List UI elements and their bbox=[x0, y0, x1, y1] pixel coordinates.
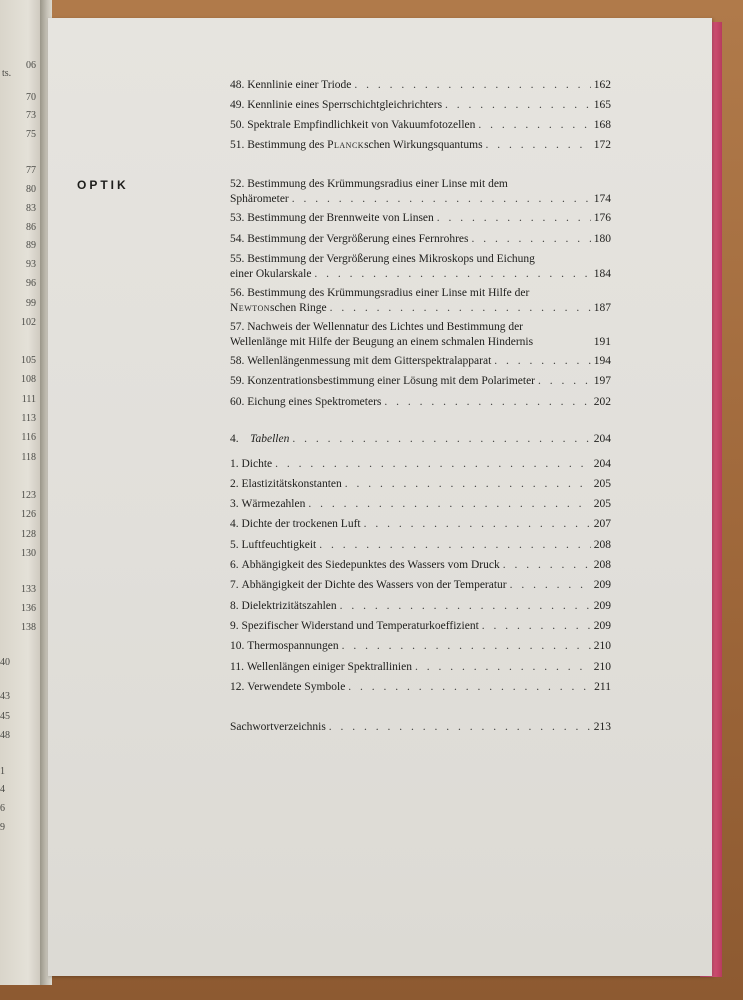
entry-number: 58. bbox=[230, 355, 245, 367]
left-page-edge bbox=[0, 0, 40, 985]
toc-entry bbox=[230, 98, 611, 113]
leader-dots bbox=[538, 374, 591, 389]
left-page-number: 111 bbox=[21, 394, 36, 405]
table-number: 11. bbox=[230, 661, 244, 673]
entry-number: 59. bbox=[230, 375, 245, 387]
entry-page: 187 bbox=[593, 302, 611, 314]
table-number: 10. bbox=[230, 640, 245, 652]
entry-number: 56. bbox=[230, 287, 245, 299]
table-number: 3. bbox=[230, 498, 239, 510]
toc-table-entry bbox=[230, 477, 611, 492]
left-page-number: 06 bbox=[26, 60, 36, 71]
toc-entry bbox=[230, 78, 611, 93]
toc-entry bbox=[230, 252, 611, 282]
left-page-number: ts. bbox=[2, 68, 12, 79]
table-number: 6. bbox=[230, 559, 239, 571]
toc-table-entry bbox=[230, 599, 611, 614]
entry-page: 176 bbox=[593, 212, 611, 224]
entry-title: Bestimmung der Vergrößerung eines Fernrohres bbox=[247, 233, 469, 245]
entry-title-line1: Bestimmung des Krümmungsradius einer Linse mit dem bbox=[247, 178, 508, 190]
entry-title-line1: Bestimmung der Vergrößerung eines Mikroskops und Eichung bbox=[247, 253, 535, 265]
left-page-number: 43 bbox=[0, 691, 10, 702]
leader-dots bbox=[292, 432, 590, 447]
leader-dots bbox=[384, 395, 590, 410]
left-page-number: 130 bbox=[21, 548, 36, 559]
table-page: 207 bbox=[593, 518, 611, 530]
left-page-number: 105 bbox=[21, 355, 36, 366]
left-page-number: 123 bbox=[21, 490, 36, 501]
entry-page: 194 bbox=[593, 355, 611, 367]
leader-dots bbox=[292, 192, 591, 207]
left-page-number: 99 bbox=[26, 298, 36, 309]
toc-table-entry bbox=[230, 497, 611, 512]
index-page: 213 bbox=[593, 721, 611, 733]
leader-dots bbox=[348, 680, 591, 695]
table-title: Abhängigkeit der Dichte des Wassers von der Temperatur bbox=[241, 579, 507, 591]
left-page-number: 128 bbox=[21, 529, 36, 540]
table-title: Verwendete Symbole bbox=[247, 681, 346, 693]
left-page-number: 96 bbox=[26, 278, 36, 289]
entry-title-line2: Sphärometer bbox=[230, 193, 289, 205]
leader-dots bbox=[342, 639, 591, 654]
table-title: Wärmezahlen bbox=[241, 498, 306, 510]
entry-title: Bestimmung des Planckschen Wirkungsquantums bbox=[247, 139, 483, 151]
entry-title: Eichung eines Spektrometers bbox=[247, 396, 382, 408]
table-title: Luftfeuchtigkeit bbox=[241, 539, 317, 551]
toc-entry bbox=[230, 232, 611, 247]
table-number: 5. bbox=[230, 539, 239, 551]
entry-title: Wellenlängenmessung mit dem Gitterspektralapparat bbox=[247, 355, 492, 367]
leader-dots bbox=[471, 232, 590, 247]
toc-table-entry bbox=[230, 680, 611, 695]
entry-title-line2: Newtonschen Ringe bbox=[230, 302, 327, 314]
leader-dots bbox=[330, 301, 591, 316]
table-page: 210 bbox=[593, 661, 611, 673]
toc-table-entry bbox=[230, 517, 611, 532]
left-page-number: 6 bbox=[0, 803, 5, 814]
table-number: 8. bbox=[230, 600, 239, 612]
entry-title: Spektrale Empfindlichkeit von Vakuumfotozellen bbox=[247, 119, 476, 131]
entry-page: 180 bbox=[593, 233, 611, 245]
leader-dots bbox=[329, 720, 591, 735]
toc-entry bbox=[230, 177, 611, 207]
leader-dots bbox=[486, 138, 591, 153]
entry-page: 168 bbox=[593, 119, 611, 131]
entry-page: 202 bbox=[593, 396, 611, 408]
left-page-number: 108 bbox=[21, 374, 36, 385]
table-number: 12. bbox=[230, 681, 245, 693]
chapter-title: Tabellen bbox=[250, 433, 290, 445]
toc-table-entry bbox=[230, 538, 611, 553]
leader-dots bbox=[494, 354, 590, 369]
toc-table-entry bbox=[230, 457, 611, 472]
leader-dots bbox=[308, 497, 590, 512]
left-page-number: 138 bbox=[21, 622, 36, 633]
toc-entry bbox=[230, 374, 611, 389]
table-number: 4. bbox=[230, 518, 239, 530]
left-page-number: 70 bbox=[26, 92, 36, 103]
table-title: Thermospannungen bbox=[247, 640, 339, 652]
left-page-number: 126 bbox=[21, 509, 36, 520]
entry-title: Bestimmung der Brennweite von Linsen bbox=[247, 212, 434, 224]
entry-page: 162 bbox=[593, 79, 611, 91]
index-title: Sachwortverzeichnis bbox=[230, 721, 326, 733]
entry-title-line2: einer Okularskale bbox=[230, 268, 312, 280]
entry-number: 60. bbox=[230, 396, 245, 408]
entry-number: 50. bbox=[230, 119, 245, 131]
left-page-number: 80 bbox=[26, 184, 36, 195]
left-page-number: 136 bbox=[21, 603, 36, 614]
toc-entry bbox=[230, 354, 611, 369]
leader-dots bbox=[319, 538, 591, 553]
toc-entry bbox=[230, 118, 611, 133]
table-number: 7. bbox=[230, 579, 239, 591]
leader-dots bbox=[503, 558, 591, 573]
left-page-number: 75 bbox=[26, 129, 36, 140]
left-page-number: 133 bbox=[21, 584, 36, 595]
leader-dots bbox=[478, 118, 590, 133]
left-page-number: 77 bbox=[26, 165, 36, 176]
toc-entry bbox=[230, 211, 611, 226]
toc-entry bbox=[230, 286, 611, 316]
table-page: 210 bbox=[593, 640, 611, 652]
table-page: 209 bbox=[593, 620, 611, 632]
toc-entry bbox=[230, 320, 611, 350]
left-page-number: 1 bbox=[0, 766, 5, 777]
table-title: Dielektrizitätszahlen bbox=[241, 600, 337, 612]
toc-table-entry bbox=[230, 639, 611, 654]
entry-page: 172 bbox=[593, 139, 611, 151]
table-page: 211 bbox=[594, 681, 611, 693]
entry-number: 55. bbox=[230, 253, 245, 265]
entry-title: Kennlinie einer Triode bbox=[247, 79, 352, 91]
table-title: Spezifischer Widerstand und Temperaturkoeffizient bbox=[241, 620, 479, 632]
entry-title: Kennlinie eines Sperrschichtgleichrichters bbox=[247, 99, 443, 111]
chapter-page: 204 bbox=[593, 433, 611, 445]
entry-number: 48. bbox=[230, 79, 245, 91]
entry-number: 52. bbox=[230, 178, 245, 190]
entry-page: 184 bbox=[593, 268, 611, 280]
table-page: 205 bbox=[593, 498, 611, 510]
leader-dots bbox=[445, 98, 591, 113]
table-number: 2. bbox=[230, 478, 239, 490]
table-page: 208 bbox=[593, 559, 611, 571]
toc-table-entry bbox=[230, 558, 611, 573]
left-page-number: 9 bbox=[0, 822, 5, 833]
entry-number: 57. bbox=[230, 321, 245, 333]
left-page-number: 93 bbox=[26, 259, 36, 270]
left-page-number: 118 bbox=[21, 452, 36, 463]
left-page-number: 4 bbox=[0, 784, 5, 795]
toc-entry bbox=[230, 138, 611, 153]
left-page-number: 102 bbox=[21, 317, 36, 328]
leader-dots bbox=[354, 78, 590, 93]
table-page: 204 bbox=[593, 458, 611, 470]
table-title: Dichte bbox=[241, 458, 273, 470]
entry-page: 165 bbox=[593, 99, 611, 111]
table-page: 208 bbox=[593, 539, 611, 551]
leader-dots bbox=[415, 660, 591, 675]
left-page-number: 116 bbox=[21, 432, 36, 443]
entry-page: 197 bbox=[593, 375, 611, 387]
leader-dots bbox=[510, 578, 591, 593]
entry-number: 54. bbox=[230, 233, 245, 245]
leader-dots bbox=[482, 619, 591, 634]
left-page-number: 45 bbox=[0, 711, 10, 722]
table-page: 209 bbox=[593, 600, 611, 612]
entry-title-line2: Wellenlänge mit Hilfe der Beugung an einem schmalen Hindernis bbox=[230, 336, 534, 348]
leader-dots bbox=[345, 477, 591, 492]
leader-dots bbox=[314, 267, 590, 282]
table-number: 1. bbox=[230, 458, 239, 470]
toc-chapter-tables bbox=[230, 432, 611, 447]
entry-number: 53. bbox=[230, 212, 245, 224]
leader-dots bbox=[340, 599, 591, 614]
section-heading-optik: OPTIK bbox=[77, 178, 129, 192]
entry-page: 174 bbox=[593, 193, 611, 205]
left-page-number: 89 bbox=[26, 240, 36, 251]
entry-title: Konzentrationsbestimmung einer Lösung mit dem Polarimeter bbox=[247, 375, 536, 387]
table-page: 209 bbox=[593, 579, 611, 591]
toc-table-entry bbox=[230, 578, 611, 593]
entry-page: 191 bbox=[593, 336, 611, 348]
chapter-number: 4. bbox=[230, 433, 239, 445]
left-page-number: 86 bbox=[26, 222, 36, 233]
left-page-number: 113 bbox=[21, 413, 36, 424]
table-title: Dichte der trockenen Luft bbox=[241, 518, 361, 530]
entry-number: 51. bbox=[230, 139, 245, 151]
entry-number: 49. bbox=[230, 99, 245, 111]
table-title: Abhängigkeit des Siedepunktes des Wassers vom Druck bbox=[241, 559, 500, 571]
left-page-number: 40 bbox=[0, 657, 10, 668]
leader-dots bbox=[437, 211, 591, 226]
toc-index-entry bbox=[230, 720, 611, 735]
toc-table-entry bbox=[230, 660, 611, 675]
table-title: Elastizitätskonstanten bbox=[241, 478, 342, 490]
toc-entry bbox=[230, 395, 611, 410]
leader-dots bbox=[275, 457, 591, 472]
table-number: 9. bbox=[230, 620, 239, 632]
table-title: Wellenlängen einiger Spektrallinien bbox=[246, 661, 412, 673]
entry-title-line1: Nachweis der Wellennatur des Lichtes und Bestimmung der bbox=[247, 321, 523, 333]
left-page-number: 73 bbox=[26, 110, 36, 121]
left-page-number: 83 bbox=[26, 203, 36, 214]
toc-table-entry bbox=[230, 619, 611, 634]
entry-title-line1: Bestimmung des Krümmungsradius einer Linse mit Hilfe der bbox=[247, 287, 530, 299]
left-page-number: 48 bbox=[0, 730, 10, 741]
table-page: 205 bbox=[593, 478, 611, 490]
leader-dots bbox=[364, 517, 591, 532]
